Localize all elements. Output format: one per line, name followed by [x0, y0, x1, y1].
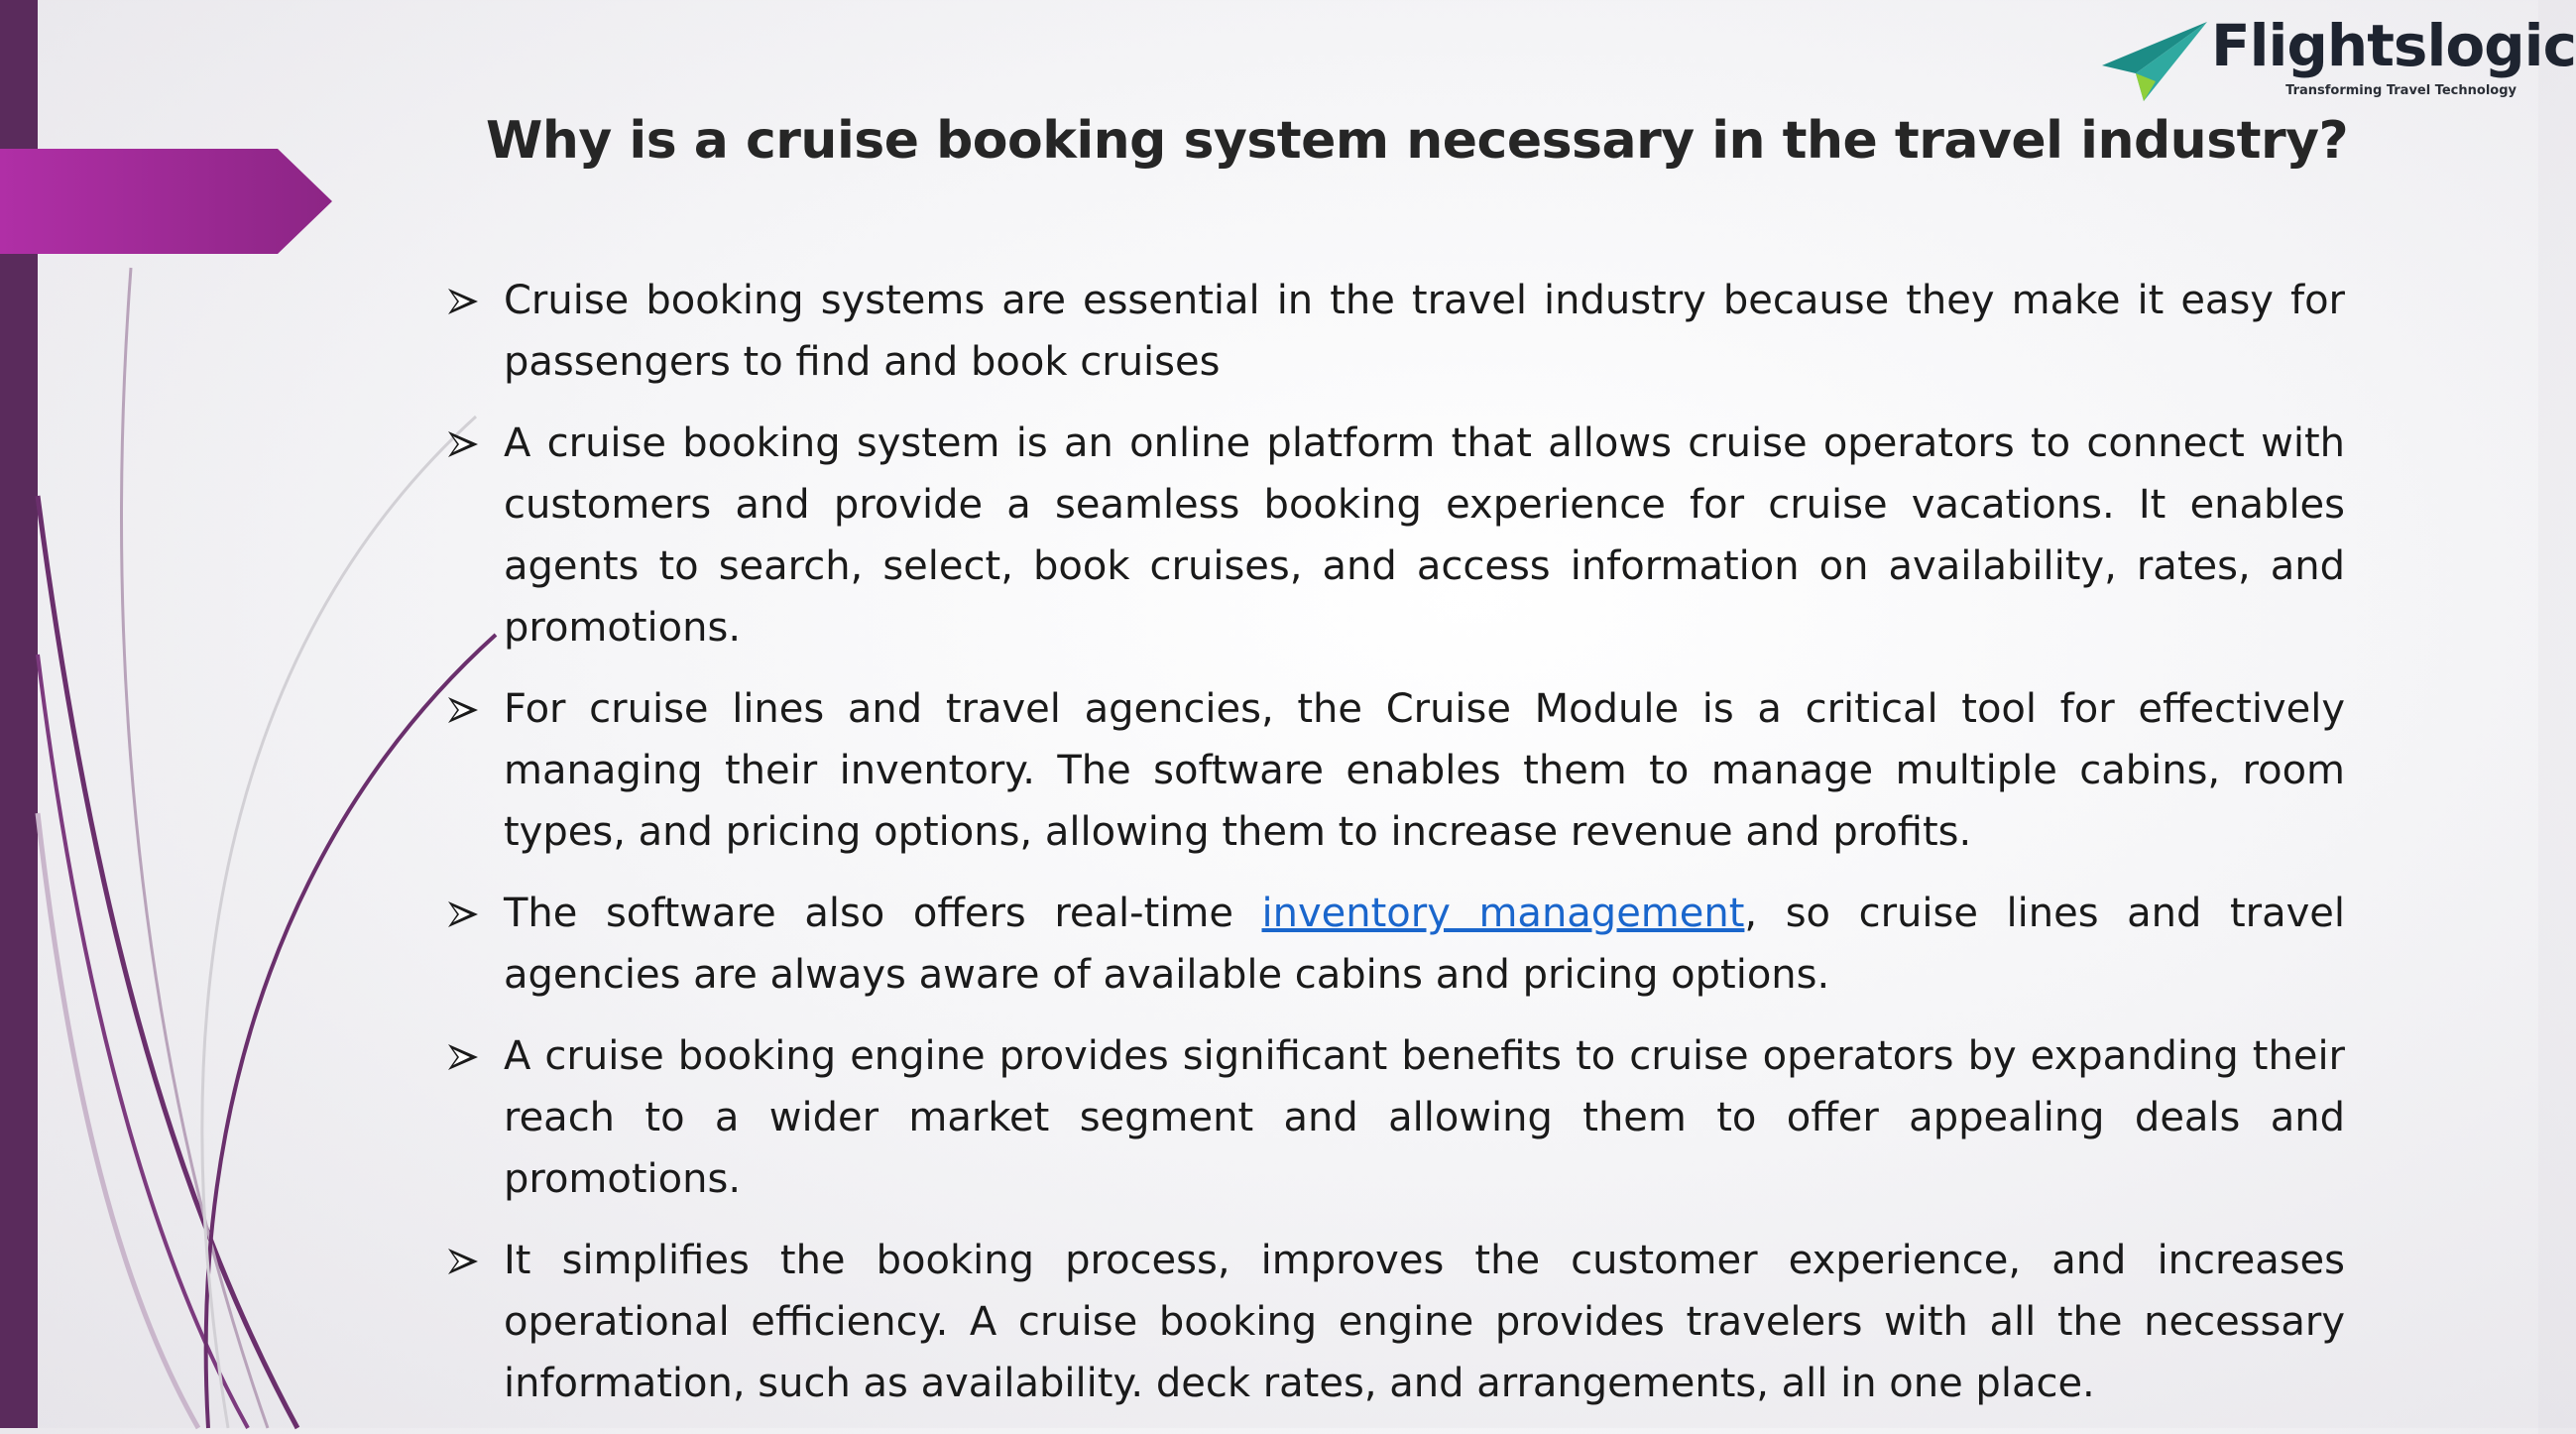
inventory-management-link[interactable]: inventory management [1261, 891, 1745, 936]
bullet-item-6 [446, 1230, 2345, 1414]
bullet-text: A cruise booking system is an online platform that allows cruise operators to connect with customers and provide a seamless booking experience for cruise vacations. It enables agents to search, select, book cruises, and access information on availability, rates, and promotions. [504, 420, 2345, 651]
bullet-text: For cruise lines and travel agencies, the Cruise Module is a critical tool for effectively managing their inventory. The software enables them to manage multiple cabins, room types, and pricing options, allowing them to increase revenue and profits. [504, 686, 2345, 855]
arrowhead-bullet-icon [446, 1042, 480, 1072]
arrowhead-bullet-icon [446, 429, 480, 459]
bullet-list [446, 270, 2345, 1434]
bullet-item-1 [446, 270, 2345, 393]
bullet-item-2 [446, 413, 2345, 658]
logo-tagline: Transforming Travel Technology [2285, 83, 2517, 98]
slide-title: Why is a cruise booking system necessary in the travel industry? [486, 111, 2349, 171]
bullet-item-4 [446, 883, 2345, 1006]
bullet-text: It simplifies the booking process, improves the customer experience, and increases operational efficiency. A cruise booking engine provides travelers with all the necessary information, such as availability. deck rates, and arrangements, all in one place. [504, 1238, 2345, 1406]
bullet-text-after: , so cruise lines and travel agencies are always aware of available cabins and pricing options. [504, 891, 2345, 998]
arrowhead-bullet-icon [446, 899, 480, 929]
paper-plane-icon [2100, 16, 2209, 105]
arrowhead-bullet-icon [446, 287, 480, 316]
arrowhead-bullet-icon [446, 1247, 480, 1276]
arrowhead-bullet-icon [446, 695, 480, 725]
bullet-item-3 [446, 678, 2345, 863]
bullet-item-5 [446, 1025, 2345, 1210]
bullet-text-before: The software also offers real-time [504, 891, 1262, 936]
bullet-text: A cruise booking engine provides significant benefits to cruise operators by expanding their reach to a wider market segment and allowing them to offer appealing deals and promotions. [504, 1033, 2345, 1202]
logo-name: Flightslogic [2211, 12, 2576, 79]
bullet-text: Cruise booking systems are essential in the travel industry because they make it easy for passengers to find and book cruises [504, 278, 2345, 385]
title-accent-tab [0, 149, 332, 254]
flightslogic-logo [2100, 10, 2576, 105]
